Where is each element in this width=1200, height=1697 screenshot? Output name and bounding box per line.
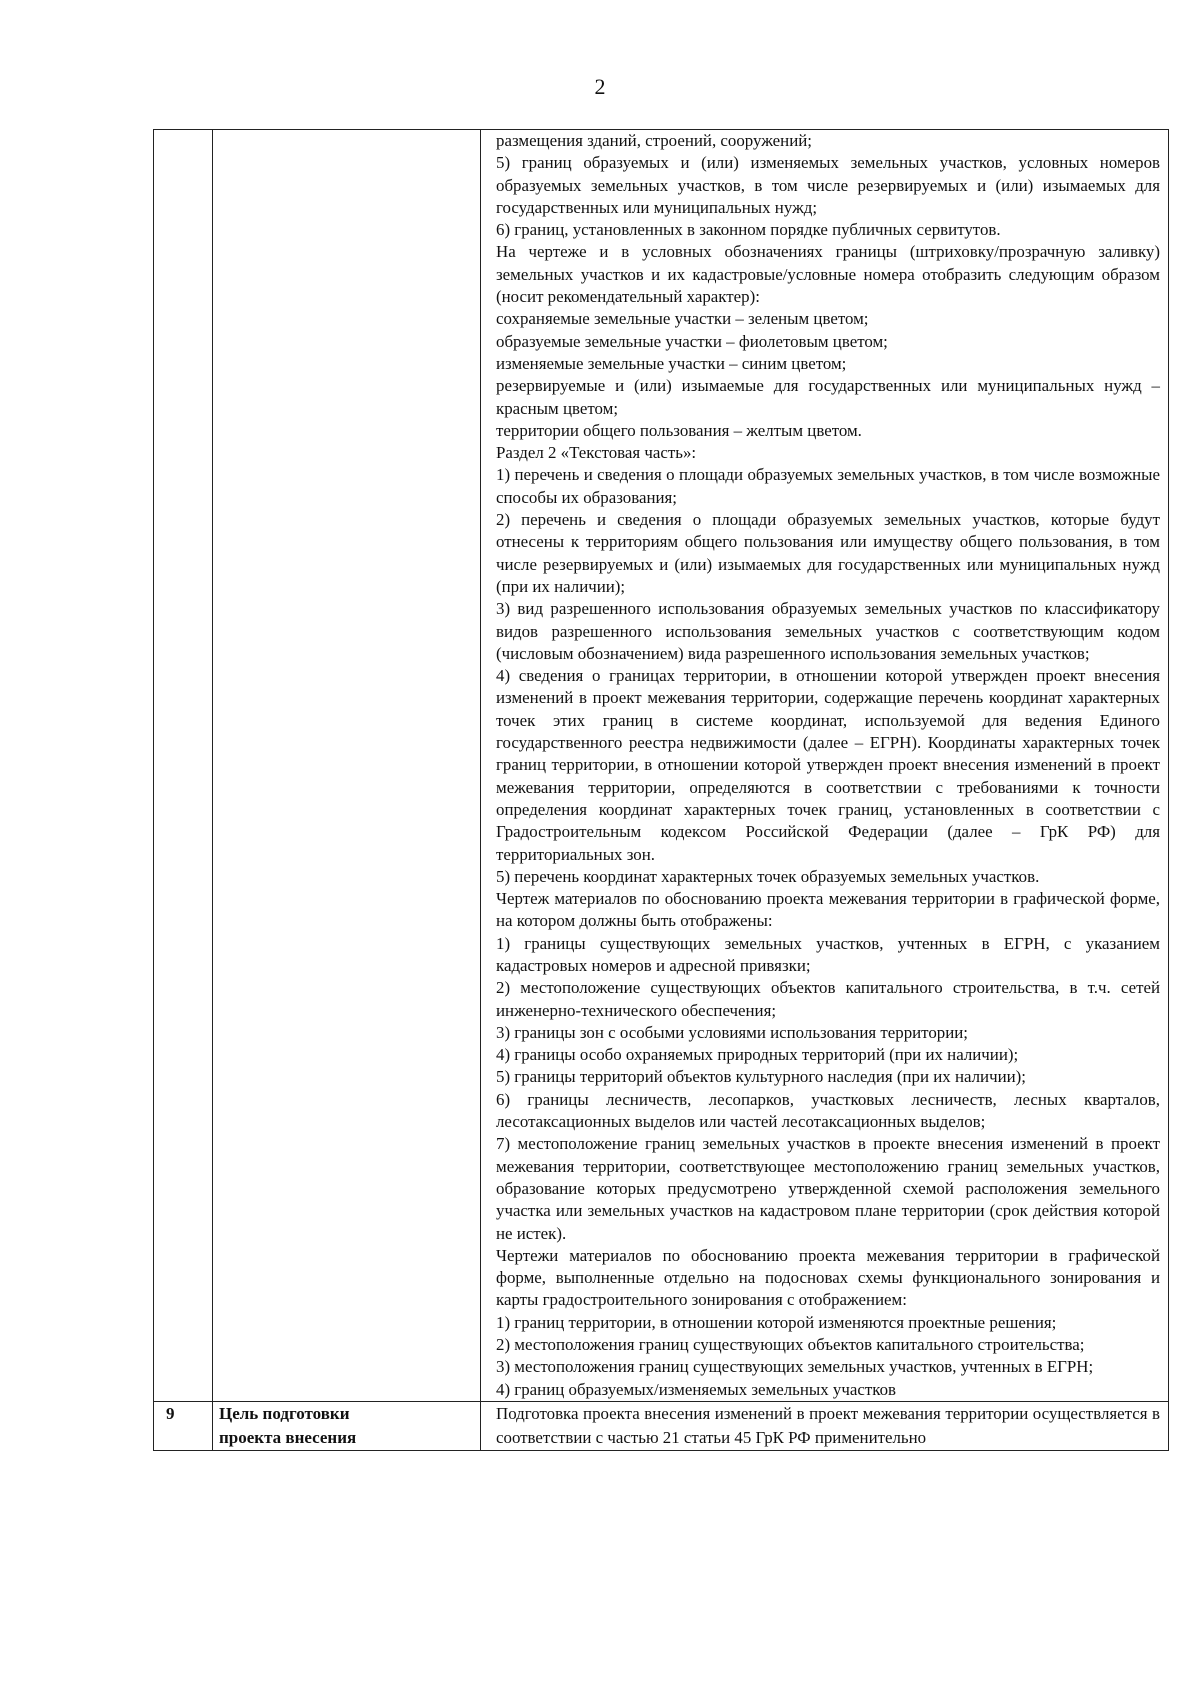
row-number-cell bbox=[154, 130, 213, 1402]
paragraph: 1) перечень и сведения о площади образуемых земельных участков, в том числе возможные способы их образования; bbox=[496, 465, 1160, 507]
row-content-text bbox=[481, 130, 1168, 1401]
page-number: 2 bbox=[594, 74, 606, 99]
row-label-line: Цель подготовки bbox=[219, 1403, 350, 1423]
row-number-cell bbox=[154, 1401, 213, 1450]
paragraph: 5) перечень координат характерных точек образуемых земельных участков. bbox=[496, 866, 1040, 886]
paragraph: 1) границы существующих земельных участков, учтенных в ЕГРН, с указанием кадастровых номеров и адресной привязки; bbox=[496, 933, 1160, 975]
row-content-cell bbox=[481, 130, 1169, 1402]
paragraph: 3) местоположения границ существующих земельных участков, учтенных в ЕГРН; bbox=[496, 1357, 1094, 1377]
paragraph: На чертеже и в условных обозначениях границы (штриховку/прозрачную заливку) земельных участков и их кадастровые/условные номера отобразить следующим образом (носит рекомендательный характер): bbox=[496, 242, 1160, 307]
paragraph: территории общего пользования – желтым цветом. bbox=[496, 420, 862, 440]
paragraph: 5) границ образуемых и (или) изменяемых земельных участков, условных номеров образуемых земельных участков, в том числе резервируемых и (или) изымаемых для государственных или муниципальных нужд; bbox=[496, 153, 1160, 217]
row-label-cell bbox=[213, 130, 481, 1402]
paragraph: 7) местоположение границ земельных участков в проекте внесения изменений в проект межевания территории, соответствующее местоположению границ земельных участков, образование которых предусмотрено утвержденной схемой расположения земельного участка или земельных участков на кадастровом плане территории (срок действия которой не истек). bbox=[496, 1134, 1160, 1243]
table-row bbox=[154, 130, 1169, 1402]
row-label-line: проекта внесения bbox=[219, 1427, 357, 1447]
table-row bbox=[154, 1401, 1169, 1450]
paragraph: Чертеж материалов по обоснованию проекта межевания территории в графической форме, на котором должны быть отображены: bbox=[496, 889, 1160, 931]
row-number: 9 bbox=[166, 1403, 175, 1423]
paragraph: Чертежи материалов по обоснованию проекта межевания территории в графической форме, выполненные отдельно на подосновах схемы функционального зонирования и карты градостроительного зонирования с отображением: bbox=[496, 1245, 1160, 1310]
paragraph: 4) границ образуемых/изменяемых земельных участков bbox=[496, 1379, 896, 1399]
paragraph: 2) местоположение существующих объектов капитального строительства, в т.ч. сетей инженерно-технического обеспечения; bbox=[496, 978, 1160, 1020]
row-content-cell bbox=[481, 1401, 1169, 1450]
paragraph: размещения зданий, строений, сооружений; bbox=[496, 131, 812, 150]
paragraph: 3) вид разрешенного использования образуемых земельных участков по классификатору видов разрешенного использования земельных участков с соответствующим кодом (числовым обозначением) вида разрешенного использования земельных участков; bbox=[496, 599, 1160, 663]
paragraph: 2) местоположения границ существующих объектов капитального строительства; bbox=[496, 1335, 1085, 1355]
paragraph: 6) границ, установленных в законном порядке публичных сервитутов. bbox=[496, 220, 1001, 240]
row-content-text: Подготовка проекта внесения изменений в проект межевания территории осуществляется в соответствии с частью 21 статьи 45 ГрК РФ применительно bbox=[496, 1403, 1160, 1447]
paragraph: 5) границы территорий объектов культурного наследия (при их наличии); bbox=[496, 1067, 1026, 1087]
paragraph: 6) границы лесничеств, лесопарков, участковых лесничеств, лесных кварталов, лесотаксационных выделов или частей лесотаксационных выделов; bbox=[496, 1089, 1160, 1132]
paragraph: резервируемые и (или) изымаемые для государственных или муниципальных нужд – красным цветом; bbox=[496, 376, 1160, 418]
paragraph: 2) перечень и сведения о площади образуемых земельных участков, которые будут отнесены к территориям общего пользования или имуществу общего пользования, в том числе резервируемых и (или) изымаемых для государственных или муниципальных нужд (при их наличии); bbox=[496, 510, 1160, 596]
paragraph: образуемые земельные участки – фиолетовым цветом; bbox=[496, 331, 888, 351]
paragraph: Раздел 2 «Текстовая часть»: bbox=[496, 443, 697, 463]
paragraph: сохраняемые земельные участки – зеленым цветом; bbox=[496, 309, 869, 329]
row-label-cell bbox=[213, 1401, 481, 1450]
paragraph: 1) границ территории, в отношении которой изменяются проектные решения; bbox=[496, 1312, 1057, 1332]
paragraph: изменяемые земельные участки – синим цветом; bbox=[496, 353, 847, 373]
paragraph: 3) границы зон с особыми условиями использования территории; bbox=[496, 1022, 968, 1042]
paragraph: 4) сведения о границах территории, в отношении которой утвержден проект внесения изменений в проект межевания территории, содержащие перечень координат характерных точек этих границ в системе координат, используемой для ведения Единого государственного реестра недвижимости (далее – ЕГРН). Координаты характерных точек границ территории, в отношении которой утвержден проект внесения изменений в проект межевания территории, определяются в соответствии с требованиями к точности определения координат характерных точек границ, установленных в соответствии с Градостроительным кодексом Российской Федерации (далее – ГрК РФ) для территориальных зон. bbox=[496, 666, 1160, 864]
paragraph: 4) границы особо охраняемых природных территорий (при их наличии); bbox=[496, 1045, 1019, 1065]
requirements-table bbox=[153, 129, 1169, 1451]
